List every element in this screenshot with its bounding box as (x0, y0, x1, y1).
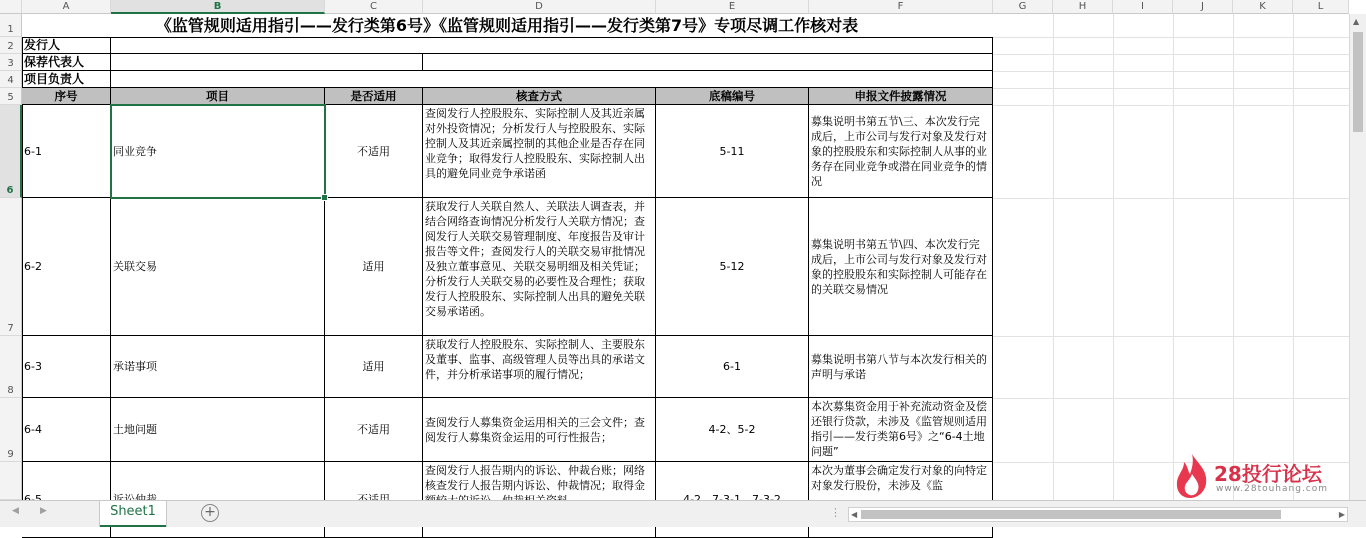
column-header-d[interactable]: D (423, 0, 656, 14)
column-header-a[interactable]: A (22, 0, 111, 14)
label-project-lead[interactable]: 项目负责人 (22, 71, 111, 88)
row-6-2-item[interactable]: 关联交易 (111, 198, 325, 336)
watermark-url: www.28touhang.com (1216, 484, 1329, 494)
scroll-left-icon[interactable]: ◀ (851, 510, 858, 519)
row-6-3-disclosure[interactable]: 募集说明书第八节与本次发行相关的声明与承诺 (809, 336, 993, 398)
horizontal-scrollbar[interactable] (848, 507, 1348, 522)
row-6-4-disclosure[interactable]: 本次募集资金用于补充流动资金及偿还银行贷款，未涉及《监管规则适用指引——发行类第6号》之“6-4土地问题” (809, 398, 993, 462)
header-item[interactable]: 项目 (111, 88, 325, 105)
label-issuer[interactable]: 发行人 (22, 37, 111, 54)
sponsor-rep-value-2[interactable] (423, 54, 993, 71)
horizontal-scroll-thumb[interactable] (861, 510, 1281, 519)
vertical-scrollbar[interactable] (1349, 14, 1366, 500)
header-applicable[interactable]: 是否适用 (325, 88, 423, 105)
project-lead-value[interactable] (111, 71, 993, 88)
row-6-3-item[interactable]: 承诺事项 (111, 336, 325, 398)
row-header-9[interactable]: 9 (0, 398, 22, 462)
label-sponsor-rep[interactable]: 保荐代表人 (22, 54, 111, 71)
watermark-brand: 28投行论坛 (1214, 462, 1322, 486)
column-header-l[interactable]: L (1293, 0, 1349, 14)
row-6-5-method[interactable]: 查阅发行人报告期内的诉讼、仲裁台账；网络核查发行人报告期内诉讼、仲裁情况；取得金 (423, 462, 656, 538)
column-header-f[interactable]: F (809, 0, 993, 14)
column-header-g[interactable]: G (993, 0, 1053, 14)
active-cell-selection (110, 104, 326, 199)
column-header-h[interactable]: H (1053, 0, 1113, 14)
prev-sheet-icon[interactable]: ◀ (12, 506, 19, 516)
fill-handle[interactable] (321, 194, 328, 201)
row-6-3-method[interactable]: 获取发行人控股股东、实际控制人、主要股东及董事、监事、高级管理人员等出具的承诺文件，并分析承诺事项的履行情况； (423, 336, 656, 398)
column-header-j[interactable]: J (1173, 0, 1233, 14)
row-6-4-applicable[interactable]: 不适用 (325, 398, 423, 462)
header-disclosure[interactable]: 申报文件披露情况 (809, 88, 993, 105)
header-draft-no[interactable]: 底稿编号 (656, 88, 809, 105)
row-6-2-seq[interactable]: 6-2 (22, 198, 111, 336)
issuer-value[interactable] (111, 37, 993, 54)
select-all-corner[interactable] (0, 0, 22, 14)
column-header-b[interactable]: B (111, 0, 325, 14)
sheet-tab-bar (0, 500, 1366, 527)
row-header-6[interactable]: 6 (0, 105, 22, 198)
row-6-1-draft-no[interactable]: 5-11 (656, 105, 809, 198)
flame-logo-icon (1172, 452, 1212, 500)
row-6-1-seq[interactable]: 6-1 (22, 105, 111, 198)
sponsor-rep-value-1[interactable] (111, 54, 423, 71)
column-header-i[interactable]: I (1113, 0, 1173, 14)
forum-watermark (1172, 452, 1348, 500)
column-header-e[interactable]: E (656, 0, 809, 14)
next-sheet-icon[interactable]: ▶ (40, 506, 47, 516)
row-header-8[interactable]: 8 (0, 336, 22, 398)
add-sheet-icon[interactable]: + (201, 504, 219, 522)
row-header-4[interactable]: 4 (0, 71, 22, 88)
scroll-up-icon[interactable]: ▲ (1353, 17, 1360, 26)
row-6-1-item[interactable]: 同业竞争 (111, 105, 325, 198)
row-header-5[interactable]: 5 (0, 88, 22, 105)
row-6-3-seq[interactable]: 6-3 (22, 336, 111, 398)
sheet-title[interactable]: 《监管规则适用指引——发行类第6号》《监管规则适用指引——发行类第7号》专项尽调工作核对表 (155, 16, 859, 35)
scroll-right-icon[interactable]: ▶ (1338, 510, 1345, 519)
row-6-3-draft-no[interactable]: 6-1 (656, 336, 809, 398)
row-6-2-draft-no[interactable]: 5-12 (656, 198, 809, 336)
row-6-2-disclosure[interactable]: 募集说明书第五节\四、本次发行完成后，上市公司与发行对象及发行对象的控股股东和实际控制人可能存在的关联交易情况 (809, 198, 993, 336)
row-6-4-item[interactable]: 土地问题 (111, 398, 325, 462)
row-header-10[interactable] (0, 462, 22, 500)
header-method[interactable]: 核查方式 (423, 88, 656, 105)
row-header-2[interactable]: 2 (0, 37, 22, 54)
row-header-7[interactable]: 7 (0, 198, 22, 336)
row-6-1-method[interactable]: 查阅发行人控股股东、实际控制人及其近亲属对外投资情况；分析发行人与控股股东、实际控制人及其近亲属控制的其他企业是否存在同业竞争；取得发行人控股股东、实际控制人出具的避免同业竞争承诺函 (423, 105, 656, 198)
tab-splitter-icon[interactable]: ⋮ (830, 506, 841, 519)
sheet-tab-sheet1[interactable]: Sheet1 (100, 501, 166, 527)
row-6-2-applicable[interactable]: 适用 (325, 198, 423, 336)
row-6-4-draft-no[interactable]: 4-2、5-2 (656, 398, 809, 462)
row-6-1-applicable[interactable]: 不适用 (325, 105, 423, 198)
row-6-1-disclosure[interactable]: 募集说明书第五节\三、本次发行完成后，上市公司与发行对象及发行对象的控股股东和实际控制人从事的业务存在同业竞争或潜在同业竞争的情况 (809, 105, 993, 198)
row-6-4-seq[interactable]: 6-4 (22, 398, 111, 462)
header-seq[interactable]: 序号 (22, 88, 111, 105)
row-header-3[interactable]: 3 (0, 54, 22, 71)
row-6-5-disclosure[interactable]: 本次为董事会确定发行对象的向特定对象发行股份，未涉及《监 (809, 462, 993, 538)
row-6-3-applicable[interactable]: 适用 (325, 336, 423, 398)
row-header-1[interactable]: 1 (0, 14, 22, 37)
column-header-k[interactable]: K (1233, 0, 1293, 14)
column-header-c[interactable]: C (325, 0, 423, 14)
row-6-2-method[interactable]: 获取发行人关联自然人、关联法人调查表，并结合网络查询情况分析发行人关联方情况；查阅发行人关联交易管理制度、年度报告及审计报告等文件；查阅发行人的关联交易审批情况及独立董事意见、关联交易明细及相关凭证；分析发行人关联交易的必要性及合理性；获取发行人控股股东、实际控制人出具的避免关联交易承诺函。 (423, 198, 656, 336)
row-6-4-method[interactable]: 查阅发行人募集资金运用相关的三会文件；查阅发行人募集资金运用的可行性报告； (423, 398, 656, 462)
vertical-scroll-thumb[interactable] (1353, 32, 1363, 132)
